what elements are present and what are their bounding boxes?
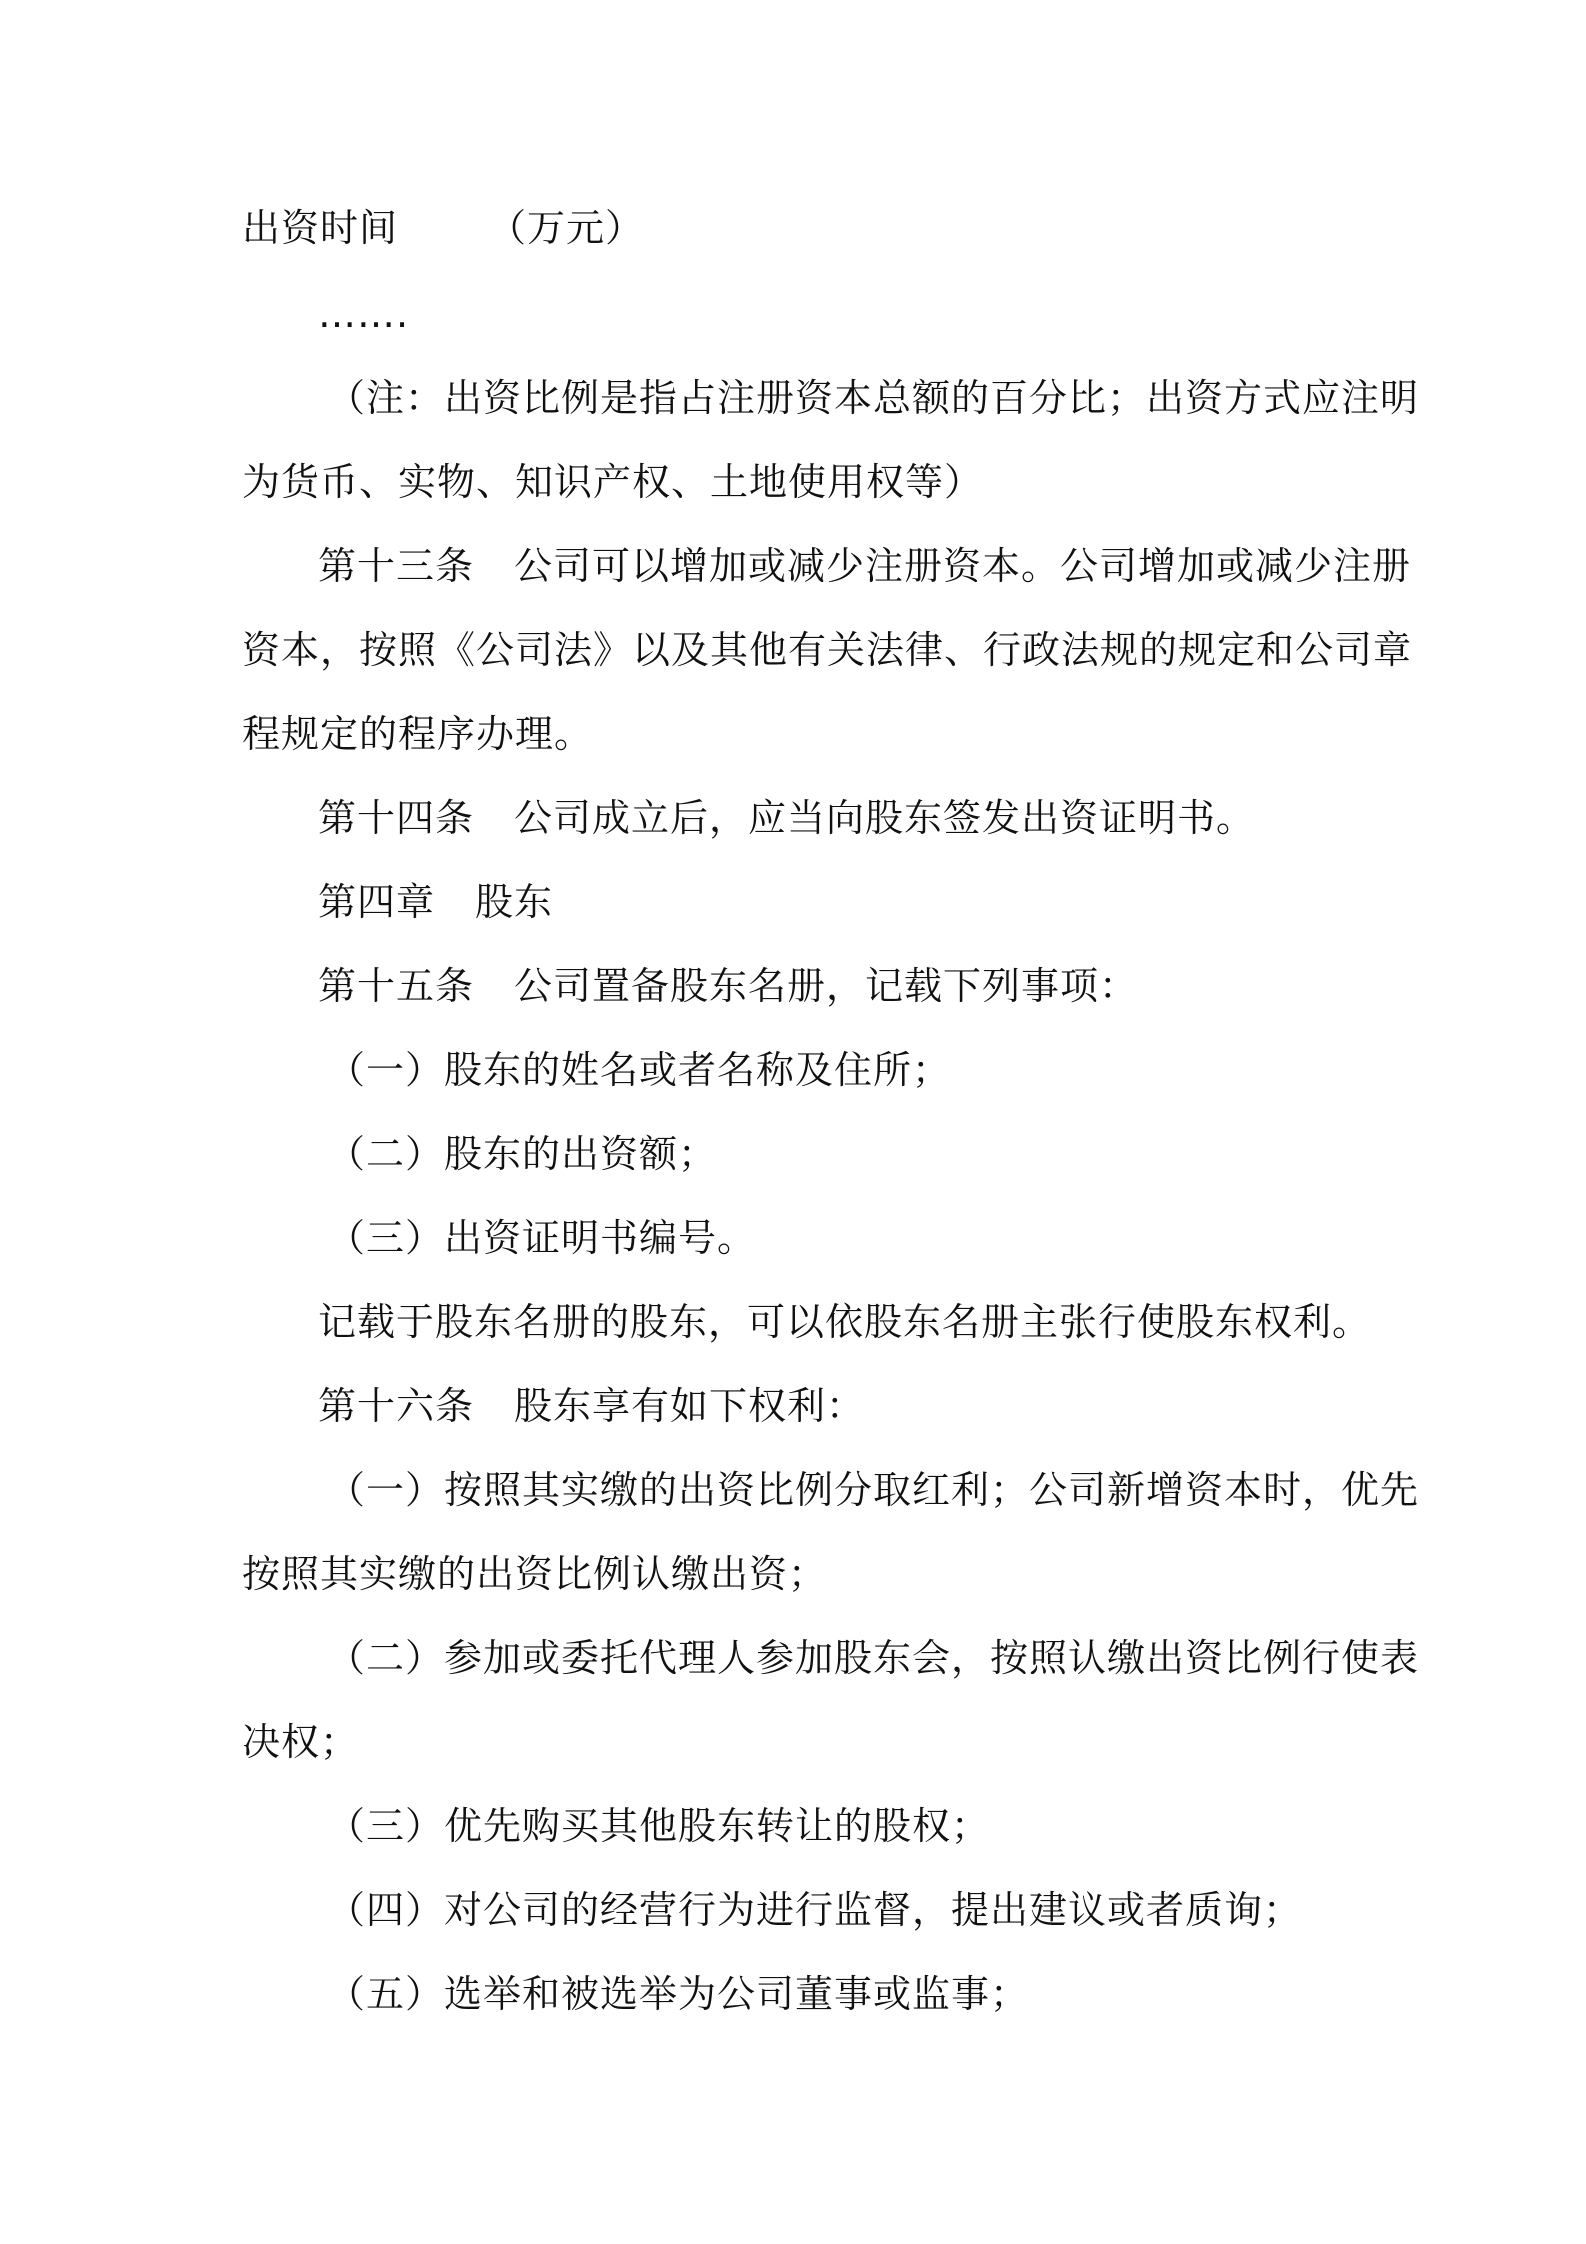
list-item: （三）优先购买其他股东转让的股权；	[327, 1804, 991, 1848]
article-line	[318, 538, 1411, 594]
list-item: （三）出资证明书编号。	[327, 1216, 757, 1260]
chapter-title: 股东	[475, 880, 554, 924]
chapter-number: 第四章	[318, 880, 436, 924]
paragraph-line: 为货币、实物、知识产权、土地使用权等）	[242, 460, 984, 504]
article-text: 公司置备股东名册，记载下列事项：	[514, 964, 1139, 1008]
paragraph-line: 资本，按照《公司法》以及其他有关法律、行政法规的规定和公司章	[242, 628, 1413, 672]
article-text: 公司可以增加或减少注册资本。公司增加或减少注册	[514, 544, 1412, 588]
paragraph-line: 记载于股东名册的股东，可以依股东名册主张行使股东权利。	[318, 1300, 1372, 1344]
paragraph-line	[242, 200, 644, 256]
article-text: 股东享有如下权利：	[514, 1384, 866, 1428]
paragraph-line: 程规定的程序办理。	[242, 712, 594, 756]
list-item: （一）股东的姓名或者名称及住所；	[327, 1048, 952, 1092]
article-line	[318, 1378, 865, 1434]
article-number: 第十六条	[318, 1384, 475, 1428]
list-item: （五）选举和被选举为公司董事或监事；	[327, 1972, 1030, 2016]
article-number: 第十三条	[318, 544, 475, 588]
paragraph-line: …….	[318, 292, 410, 336]
chapter-heading	[318, 874, 553, 930]
paragraph-line: （注：出资比例是指占注册资本总额的百分比；出资方式应注明	[327, 376, 1420, 420]
list-item: （二）股东的出资额；	[327, 1132, 718, 1176]
article-text: 公司成立后，应当向股东签发出资证明书。	[514, 796, 1256, 840]
text-fragment: （万元）	[488, 206, 645, 250]
text-fragment: 出资时间	[242, 206, 399, 250]
article-line	[318, 790, 1255, 846]
list-item: （二）参加或委托代理人参加股东会，按照认缴出资比例行使表	[327, 1636, 1420, 1680]
paragraph-line: 决权；	[242, 1720, 360, 1764]
article-number: 第十四条	[318, 796, 475, 840]
list-item: （一）按照其实缴的出资比例分取红利；公司新增资本时，优先	[327, 1468, 1420, 1512]
list-item: （四）对公司的经营行为进行监督，提出建议或者质询；	[327, 1888, 1303, 1932]
paragraph-line: 按照其实缴的出资比例认缴出资；	[242, 1552, 828, 1596]
article-number: 第十五条	[318, 964, 475, 1008]
article-line	[318, 958, 1138, 1014]
